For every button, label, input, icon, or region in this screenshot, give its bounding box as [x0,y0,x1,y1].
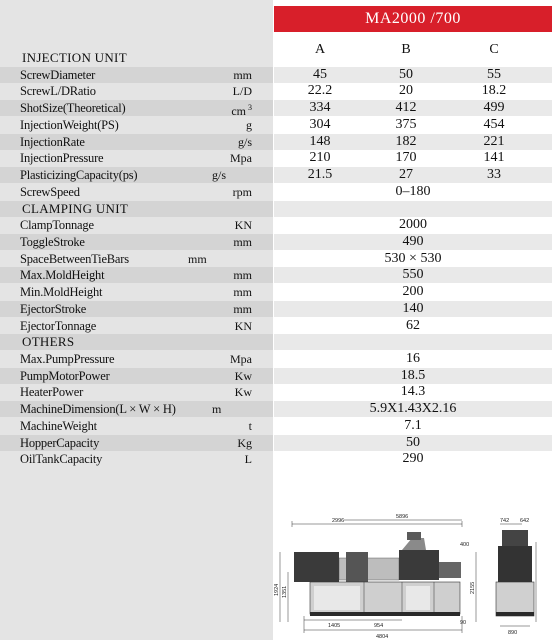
spec-label: OilTankCapacity [20,452,103,467]
spec-unit [235,368,252,384]
spec-label: HeaterPower [20,385,84,400]
spec-unit [246,117,252,133]
spec-unit-text: Mpa [230,151,252,166]
spec-value: 2000 [399,217,427,233]
spec-label: InjectionRate [20,134,85,149]
spec-unit-text: KN [234,218,252,233]
spec-value-b: 182 [395,133,417,149]
spec-row-screwspeed [0,184,552,200]
spec-row-oiltankcapacity [0,451,552,467]
section-title: OTHERS [22,334,75,350]
spec-unit-text: KN [234,318,252,333]
spec-unit-text: Kg [237,435,252,450]
spec-value: 14.3 [400,384,426,400]
spec-value: 50 [406,434,420,450]
spec-unit [212,167,226,183]
spec-unit [212,401,221,417]
spec-label: EjectorStroke [20,301,87,316]
spec-value-c: 454 [483,116,505,132]
spec-unit [235,318,252,334]
spec-unit-text: m [212,402,222,417]
spec-label: ScrewL/DRatio [20,84,96,99]
spec-row-injectionrate [0,134,552,150]
spec-value-a: 22.2 [307,83,333,99]
spec-unit [233,234,252,250]
spec-value: 7.1 [404,417,422,433]
spec-label: SpaceBetweenTieBars [20,251,129,266]
spec-label: Max.MoldHeight [20,268,105,283]
spec-value-a: 304 [309,116,331,132]
spec-row-injectionweight-ps [0,117,552,133]
spec-unit-text: g/s [212,168,227,182]
spec-label: ScrewSpeed [20,184,80,199]
spec-value: 16 [406,351,420,366]
spec-unit [249,418,252,434]
column-header-a: A [314,42,326,57]
spec-row-pumpmotorpower [0,368,552,384]
spec-value-b: 27 [399,167,413,182]
spec-unit-text: g [246,117,252,132]
dim-label-5896: 5896 [396,514,409,520]
spec-row-machineweight [0,418,552,434]
spec-row-plasticizingcapacity-ps [0,167,552,183]
spec-label: ScrewDiameter [20,67,96,82]
spec-label: InjectionWeight(PS) [20,117,119,132]
spec-value-c: 18.2 [481,83,507,99]
dim-label-642: 642 [520,518,530,524]
spec-unit [233,284,252,300]
spec-unit-text: mm [233,285,252,300]
spec-unit [233,184,252,200]
spec-value-b: 170 [395,150,417,166]
dim-label-2996: 2996 [332,518,345,524]
spec-unit-text: mm [233,268,252,283]
spec-unit-text: g/s [237,134,252,149]
dim-label-400: 400 [460,542,470,548]
spec-unit-text: L/D [232,84,252,99]
spec-unit-text: mm [188,251,207,266]
dim-label-90: 90 [460,620,467,626]
spec-value-a: 210 [309,150,331,166]
section-header-clamping-unit [0,201,552,217]
spec-unit [235,217,252,233]
spec-row-shotsize-theoretical [0,100,552,119]
spec-value-a: 21.5 [307,167,333,182]
spec-value-a: 45 [313,66,327,82]
spec-unit [233,267,252,283]
spec-value: 490 [402,233,424,249]
spec-unit [233,301,252,317]
spec-label: ToggleStroke [20,234,85,249]
spec-value: 0–180 [395,183,431,199]
spec-value: 5.9X1.43X2.16 [369,401,457,417]
spec-label: InjectionPressure [20,151,104,166]
column-header-b: B [401,42,411,57]
spec-value-c: 141 [483,150,505,166]
spec-row-heaterpower [0,384,552,400]
spec-value-c: 33 [487,167,501,182]
spec-unit-text: Mpa [230,352,252,366]
spec-unit [238,134,252,150]
row-value-background [274,50,552,66]
spec-unit [235,384,252,400]
machine-dimension-drawing [274,512,550,640]
spec-value: 290 [402,451,424,467]
spec-label: PumpMotorPower [20,368,110,383]
dim-label-1924: 1924 [274,583,280,596]
spec-label: ShotSize(Theoretical) [20,101,126,116]
dim-label-1351: 1351 [282,585,288,598]
dim-label-890: 890 [508,630,518,636]
spec-unit [230,351,252,367]
spec-label: MachineDimension(L × W × H) [20,402,176,417]
spec-value-b: 20 [399,83,413,99]
spec-row-machinedimension-l-w-h [0,401,552,417]
spec-unit [231,100,252,119]
spec-row-hoppercapacity [0,435,552,451]
spec-value-c: 221 [483,133,505,149]
spec-unit-text: mm [233,67,252,82]
dim-label-742: 742 [500,518,510,524]
spec-unit-text: L [244,452,252,467]
spec-row-clamptonnage [0,217,552,233]
dim-label-2155: 2155 [470,581,476,594]
dim-label-4804: 4804 [376,634,389,640]
spec-row-spacebetweentiebars [0,251,552,267]
spec-row-ejectortonnage [0,318,552,334]
spec-value-b: 412 [395,100,417,116]
spec-unit-superscript: 3 [248,103,252,113]
spec-row-min-moldheight [0,284,552,300]
spec-unit-text: mm [233,301,252,316]
row-value-background [274,334,552,350]
spec-unit [233,83,252,99]
spec-value: 200 [402,284,424,300]
row-value-background [274,201,552,217]
spec-row-screwl-dratio [0,83,552,99]
spec-unit-text: Kw [234,368,252,383]
spec-row-injectionpressure [0,150,552,166]
spec-row-max-moldheight [0,267,552,283]
spec-value-b: 375 [395,116,417,132]
spec-label: ClampTonnage [20,218,94,233]
spec-row-ejectorstroke [0,301,552,317]
spec-value: 550 [402,267,424,283]
section-header-others [0,334,552,350]
spec-value: 530 × 530 [384,250,442,266]
spec-unit [230,150,252,166]
dim-label-954: 954 [374,623,384,629]
spec-value: 140 [402,300,424,316]
spec-value-c: 55 [487,66,501,82]
dim-label-1405: 1405 [328,623,341,629]
spec-unit-text: rpm [232,184,252,199]
spec-label: Min.MoldHeight [20,285,103,300]
spec-label: Max.PumpPressure [20,352,115,366]
spec-value: 62 [406,317,420,333]
spec-value-a: 148 [309,133,331,149]
spec-label: EjectorTonnage [20,318,97,333]
spec-value-b: 50 [399,66,413,82]
spec-label: HopperCapacity [20,435,100,450]
spec-unit-text: t [248,418,252,433]
model-title: MA2000 /700 [274,6,552,32]
spec-row-max-pumppressure [0,351,552,367]
section-header-injection-unit [0,50,552,66]
spec-unit [237,435,252,451]
spec-unit [188,251,207,267]
spec-value-c: 499 [483,100,505,116]
section-title: CLAMPING UNIT [22,200,129,216]
spec-row-screwdiameter [0,67,552,83]
spec-unit-text: mm [233,234,252,249]
spec-value-a: 334 [309,100,331,116]
spec-value: 18.5 [400,367,426,383]
section-title: INJECTION UNIT [22,50,127,65]
spec-unit [245,451,252,467]
spec-unit [233,67,252,83]
spec-label: PlasticizingCapacity(ps) [20,168,138,182]
column-header-c: C [489,42,499,57]
spec-unit-text: cm [231,104,246,119]
spec-label: MachineWeight [20,418,97,433]
spec-row-togglestroke [0,234,552,250]
spec-unit-text: Kw [234,385,252,400]
